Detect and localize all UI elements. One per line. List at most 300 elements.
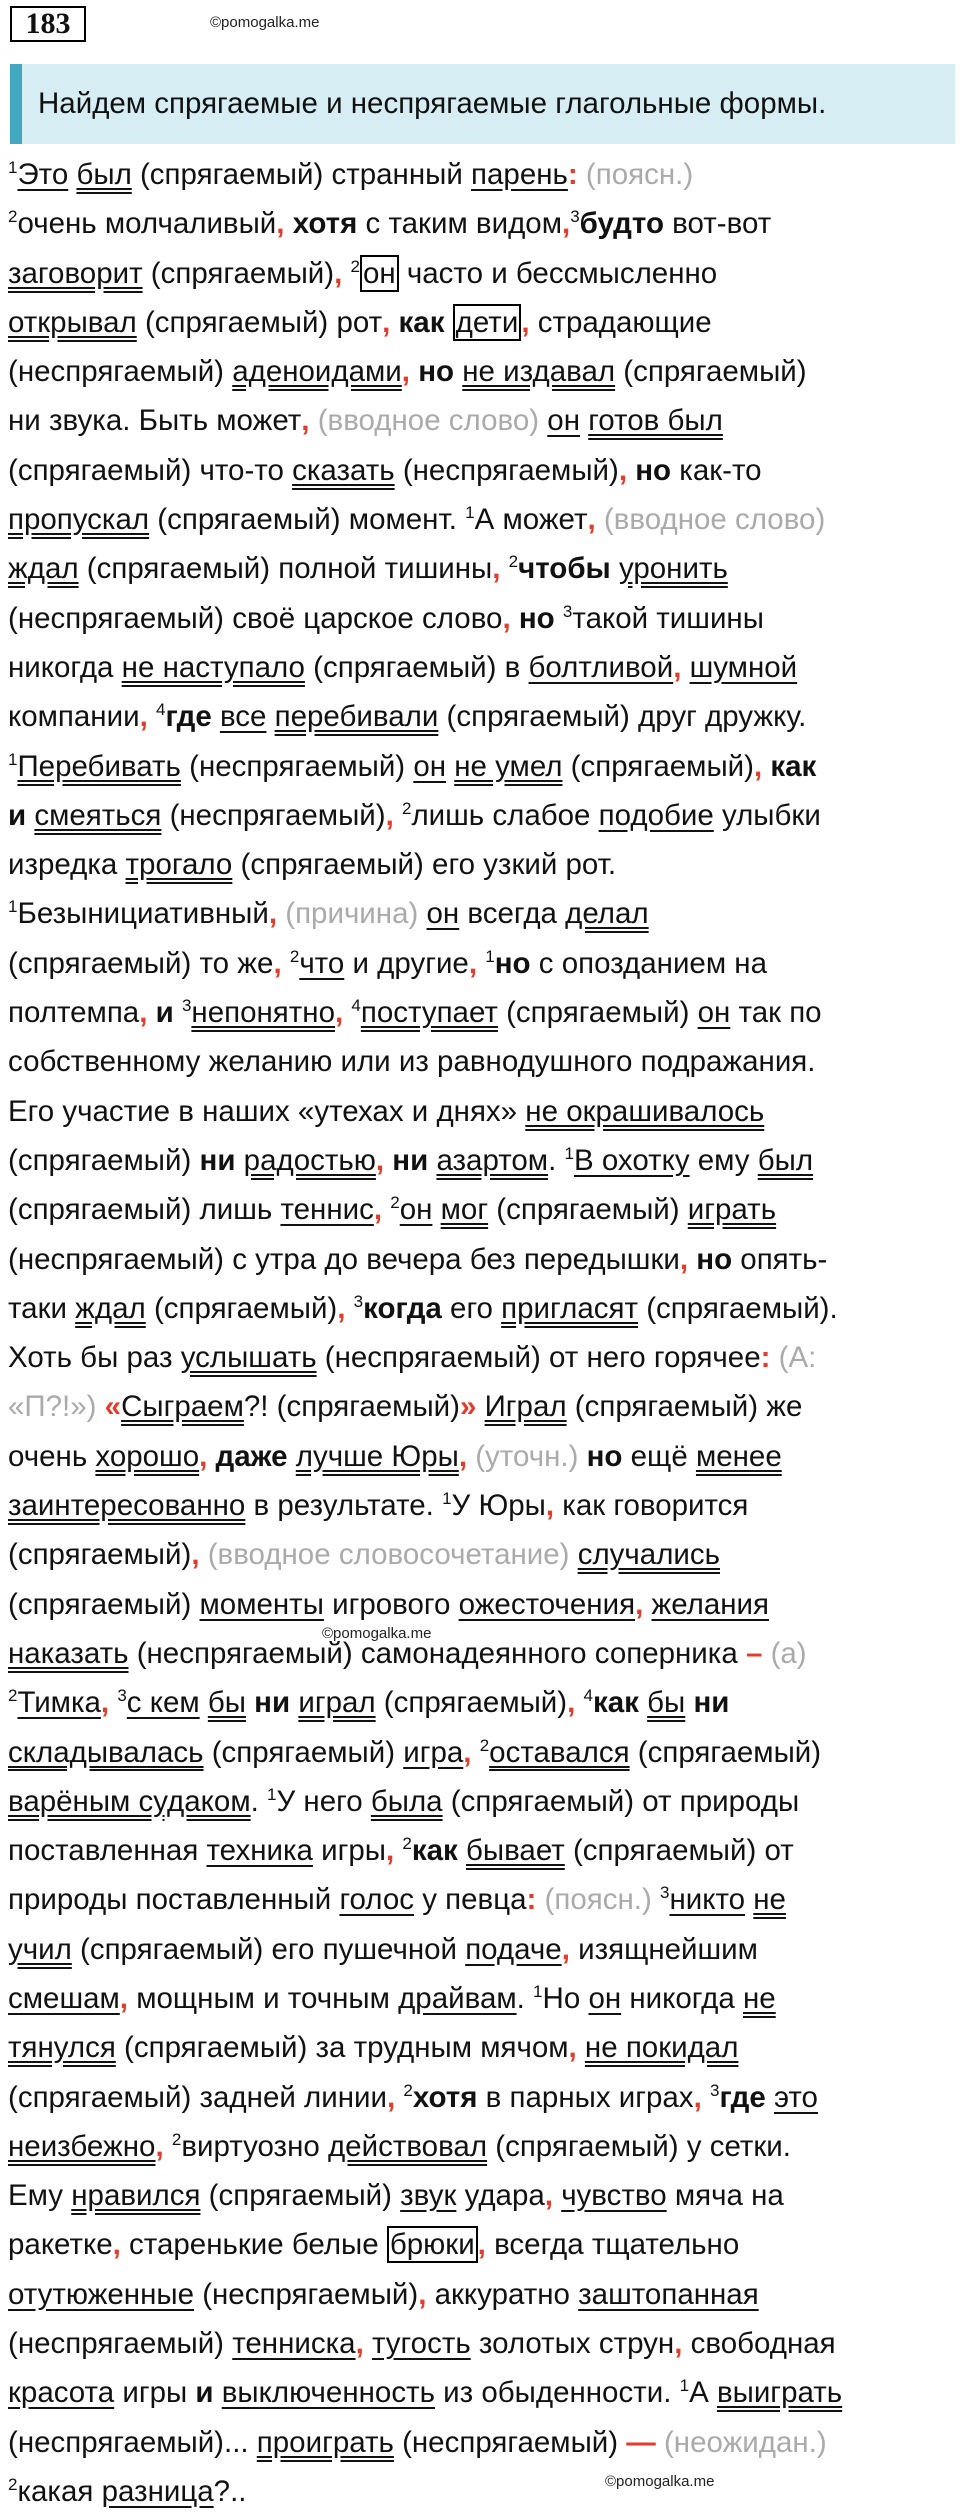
text-segment [471,1736,479,1769]
punctuation-mark: , [139,996,148,1030]
text-segment [525,1982,533,2015]
punctuation-mark: , [119,1981,128,2015]
clause-number: 1 [267,1784,277,1804]
clause-number: 2 [403,2080,413,2100]
text-segment: компании [8,700,140,734]
text-segment: (спрягаемый) у сетки. [487,2129,791,2163]
text-line [8,199,958,248]
note-text: (причина) [277,897,419,931]
punctuation-mark: , [587,503,596,537]
text-segment [418,897,426,930]
double-underlined-word: наказать [8,1636,129,1670]
text-segment: мощным и точным [128,1981,399,2015]
text-segment: (спрягаемый) его пушечной [71,1932,466,1966]
underlined-word: что [299,946,345,980]
punctuation-mark: : [526,1883,537,1917]
text-segment: часто и бессмысленно [398,256,718,290]
double-underlined-word: услышать [180,1341,317,1375]
text-segment: так по [730,996,822,1030]
clause-number: 1 [8,897,18,917]
text-line [8,1333,958,1382]
text-segment: (спрягаемый) же [566,1390,803,1424]
clause-number: 1 [8,749,18,769]
text-segment [681,651,689,684]
text-segment: собственному желанию или из равнодушного подражания. [8,1045,816,1079]
note-text: (уточн.) [467,1439,579,1473]
text-segment: и другие [344,946,469,980]
text-segment: (неспрягаемый) [8,2327,233,2361]
double-underlined-word: трогало [125,848,233,882]
text-segment [766,2081,774,2114]
underlined-word: он [588,1981,622,2015]
text-segment: (неспрягаемый) [161,798,386,832]
text-segment [288,1440,296,1473]
text-segment: (неспрягаемый) от него горячее [316,1341,761,1375]
punctuation-mark: , [355,2327,364,2361]
clause-number: 2 [401,798,412,818]
punctuation-mark: , [386,2080,396,2114]
text-segment [259,1785,267,1818]
clause-number: 3 [659,1883,670,1903]
text-line [8,1432,958,1481]
text-segment: такой тишины [572,601,764,635]
punctuation-mark: , [334,996,344,1030]
note-text: (А: [770,1341,817,1375]
clause-number: 2 [8,1686,18,1706]
text-segment [345,1292,353,1325]
underlined-word: техника [206,1834,313,1868]
punctuation-mark: , [618,453,628,487]
text-segment: (спрягаемый) от природы [442,1784,800,1818]
underlined-word: ожесточения [458,1587,636,1621]
text-segment: с таким видом [357,207,562,241]
text-segment: ?! (спрягаемый) [243,1390,460,1424]
conjunction: где [165,700,212,734]
punctuation-mark: , [191,1538,200,1572]
text-segment: как-то [671,453,762,487]
underlined-word: он [426,897,460,931]
punctuation-mark: , [199,1439,208,1473]
text-segment: (спрягаемый) [375,1686,568,1720]
text-line [8,495,958,544]
double-underlined-word: ждал [75,1291,146,1325]
underlined-word: заштопанная [578,2277,759,2311]
text-segment: полтемпа [8,996,140,1030]
underlined-word: болтливой [528,650,674,684]
punctuation-mark: » [459,1390,477,1424]
double-underlined-word: Перебивать [17,749,181,783]
underlined-word: отутюженные [8,2277,194,2311]
text-segment: (спрягаемый) [8,1587,200,1621]
punctuation-mark: : [760,1341,771,1375]
conjunction: ни [685,1686,730,1720]
text-segment: удара [456,2179,545,2213]
conjunction: даже [207,1439,288,1473]
underlined-word: с кем [126,1686,200,1720]
underlined-word: парень [471,158,568,191]
text-segment: ему [689,1143,758,1177]
text-segment [446,750,454,783]
text-segment: старенькие белые [120,2228,387,2262]
clause-number: 3 [570,207,580,227]
double-underlined-word: заговорит [8,256,143,290]
text-segment: (неспрягаемый) с утра до вечера без передышки [8,1242,680,1276]
punctuation-mark: , [568,2031,577,2065]
clause-number: 3 [562,601,573,621]
text-segment: (спрягаемый) [8,1538,192,1572]
underlined-word: он [547,404,580,438]
text-line [8,1185,958,1234]
text-segment: (спрягаемый) [200,2179,401,2213]
double-underlined-word: не наступало [121,650,305,684]
punctuation-mark: , [567,1686,576,1720]
note-text: (поясн.) [536,1883,652,1917]
double-underlined-word: учил [8,1932,72,1966]
text-segment: (неспрягаемый) [194,2277,419,2311]
clause-number: 2 [350,256,360,276]
text-segment [652,1883,660,1916]
punctuation-mark: , [502,601,511,635]
clause-number: 3 [709,2080,720,2100]
text-line [8,2368,958,2417]
text-line [8,298,958,347]
text-line [8,1037,958,1086]
text-segment: (неспрягаемый) [393,2425,627,2459]
conjunction: как [762,749,817,783]
conjunction: хотя [412,2080,478,2114]
clause-number: 2 [8,2474,18,2494]
clause-number: 3 [181,996,192,1016]
conjunction: ни [384,1143,429,1177]
underlined-word: это [773,2080,818,2114]
text-segment: (спрягаемый) [562,749,754,783]
text-segment: (спрягаемый). [638,1291,838,1325]
punctuation-mark: , [373,1193,383,1227]
text-segment: Его участие в наших «утехах и днях» [8,1094,526,1128]
conjunction: но [494,946,531,980]
text-segment: какая [17,2474,102,2508]
double-underlined-word: Сыграем [121,1390,244,1424]
text-segment [611,552,619,585]
punctuation-mark: , [418,2277,427,2311]
text-segment: из обыденности. [434,2376,680,2410]
text-line [8,1481,958,1530]
watermark-bottom: ©pomogalka.me [605,2473,715,2490]
double-underlined-word: лучше Юры [295,1439,459,1473]
underlined-word: никто [669,1883,746,1917]
note-text: (неожидан.) [655,2425,827,2459]
punctuation-mark: , [545,1489,555,1523]
clause-number: 1 [679,2376,690,2396]
text-segment: игры [114,2376,196,2410]
text-line [8,840,958,889]
double-underlined-word: не покидал [584,2031,739,2065]
underlined-word: подобие [598,798,714,832]
underlined-word: красота [8,2376,115,2410]
double-underlined-word: складывалась [8,1735,204,1769]
text-line [8,544,958,593]
double-underlined-word: играть [687,1193,777,1227]
text-segment: поставленная [8,1834,207,1868]
conjunction: и [147,996,174,1030]
note-text: (вводное слово) [309,404,540,438]
underlined-word: теннис [280,1193,374,1227]
text-segment: у певца [414,1883,527,1917]
double-underlined-word: уронить [618,552,728,586]
text-segment [476,1390,484,1423]
punctuation-mark: , [382,305,391,339]
text-line [8,1875,958,1924]
underlined-word: тенниска [232,2327,356,2361]
double-underlined-word: играл [298,1686,376,1720]
underlined-word: шумной [689,650,798,684]
conjunction: но [578,1439,623,1473]
clause-number: 3 [353,1291,364,1311]
conjunction: ни [199,1143,236,1177]
text-line [8,1087,958,1136]
text-segment [266,700,274,733]
clause-number: 2 [289,946,300,966]
double-underlined-word: хорошо [95,1439,200,1473]
clause-number: 3 [117,1686,127,1706]
text-segment: виртуозно [181,2129,328,2163]
underlined-word: В охотку [573,1143,690,1177]
double-underlined-word: смеяться [34,798,162,832]
double-underlined-word: выиграть [716,2376,843,2410]
double-underlined-word: бы [647,1686,686,1720]
clause-number: 2 [390,1193,400,1213]
text-segment: игрового [323,1587,459,1621]
double-underlined-word: действовал [327,2129,488,2163]
text-line [8,1974,958,2023]
text-segment [702,2081,710,2114]
double-underlined-word: открывал [8,305,137,339]
underlined-word: Тимка [17,1686,101,1720]
punctuation-mark: , [468,946,478,980]
text-segment: (спрягаемый) друг дружку. [438,700,807,734]
text-segment: (неспрягаемый)... [8,2425,257,2459]
punctuation-mark: , [544,2179,553,2213]
punctuation-mark: : [567,158,578,191]
text-segment [96,1390,104,1423]
text-segment: ещё [622,1439,696,1473]
underlined-word: драйвам [398,1981,517,2015]
text-line [8,742,958,791]
text-line [8,2418,958,2467]
text-segment: А может [474,503,588,537]
double-underlined-word: не [753,1883,786,1917]
underlined-word: Это [17,158,69,191]
text-segment [282,947,290,980]
double-underlined-word: менее [695,1439,782,1473]
clause-number: 1 [465,503,475,523]
text-segment [200,1686,208,1719]
text-segment: (спрягаемый) [145,1291,338,1325]
punctuation-mark: , [679,1242,689,1276]
punctuation-mark: , [561,1932,570,1966]
text-line [8,1530,958,1579]
underlined-word: игра [403,1735,464,1769]
text-segment: Но [542,1981,589,2015]
punctuation-mark: , [753,749,763,783]
punctuation-mark: , [635,1587,644,1621]
text-line [8,939,958,988]
text-segment: вот-вот [663,207,772,241]
text-segment [580,404,588,437]
text-segment: (спрягаемый) [629,1735,822,1769]
text-line [8,2467,958,2516]
text-body [8,150,958,2516]
punctuation-mark: , [521,305,530,339]
text-segment: таки [8,1291,76,1325]
note-text: (вводное слово) [595,503,826,537]
text-segment: очень молчаливый [17,207,277,241]
text-line [8,2023,958,2072]
conjunction: хотя [284,207,358,241]
double-underlined-word: варёным судаком [8,1784,251,1818]
underlined-word: разница [101,2474,214,2508]
text-segment: очень [8,1439,96,1473]
text-segment: (спрягаемый) [488,1193,688,1227]
double-underlined-word: неизбежно [8,2129,156,2163]
double-underlined-word: сказать [292,453,395,487]
double-underlined-word: не умел [454,749,563,783]
clause-number: 2 [8,207,18,227]
underlined-word: смешам [8,1981,120,2015]
punctuation-mark: , [385,1834,395,1868]
clause-number: 4 [583,1686,593,1706]
text-segment: ни звука. Быть может [8,404,302,438]
text-segment: золотых струн [470,2327,675,2361]
text-segment: (неспрягаемый) [8,355,233,389]
text-line [8,791,958,840]
text-segment [212,700,220,733]
conjunction: как [411,1834,458,1868]
text-segment [148,700,156,733]
text-segment: мяча на [666,2179,784,2213]
text-segment [555,602,563,635]
text-segment: в результате. [245,1489,443,1523]
text-segment: (спрягаемый) [615,355,807,389]
text-line [8,594,958,643]
text-segment [577,2031,585,2064]
clause-number: 4 [351,996,361,1016]
text-line [8,150,958,199]
text-segment: (спрягаемый) лишь [8,1193,281,1227]
text-segment: . [516,1981,525,2015]
text-line [8,2171,958,2220]
underlined-word: выключенность [221,2376,435,2410]
text-segment [458,1834,466,1867]
text-segment: . [250,1784,259,1818]
text-segment: . [548,1143,557,1177]
punctuation-mark: , [334,256,343,290]
underlined-word: звук [400,2179,457,2213]
underlined-word: подаче [465,1932,562,1966]
text-segment: Хоть бы раз [8,1341,181,1375]
double-underlined-word: случались [577,1538,721,1572]
text-line [8,2319,958,2368]
double-underlined-word: поступает [360,996,498,1030]
double-underlined-word: была [370,1784,443,1818]
text-segment: Ему [8,2179,72,2213]
text-segment: ?.. [213,2474,247,2508]
text-line [8,988,958,1037]
boxed-word: дети [453,304,522,341]
punctuation-mark: – [745,1636,763,1670]
text-segment [432,1193,440,1226]
double-underlined-word: аденоидами [232,355,402,389]
text-segment [164,2130,172,2163]
text-line [8,1629,958,1678]
punctuation-mark: , [492,552,501,586]
text-segment: У Юры [451,1489,546,1523]
text-segment: (неспрягаемый) своё царское слово [8,601,503,635]
punctuation-mark: , [276,207,285,241]
conjunction: как [593,1686,639,1720]
text-segment: изящнейшим [569,1932,758,1966]
double-underlined-word: азартом [436,1143,549,1177]
text-segment: (спрягаемый) странный [131,158,472,191]
underlined-word: чувство [561,2179,667,2213]
punctuation-mark: , [693,2080,702,2114]
double-underlined-word: пропускал [8,503,150,537]
text-segment: аккуратно [426,2277,579,2311]
text-segment: (спрягаемый) полной тишины [78,552,493,586]
clause-number: 2 [508,552,519,572]
text-segment: страдающие [529,305,712,339]
punctuation-mark: , [155,2129,164,2163]
double-underlined-word: пригласят [501,1291,638,1325]
exercise-number: 183 [10,6,86,42]
conjunction: и [8,798,27,832]
boxed-word: брюки [387,2226,478,2263]
text-line [8,692,958,741]
double-underlined-word: бы [207,1686,246,1720]
text-line [8,2122,958,2171]
text-segment: У него [276,1784,371,1818]
double-underlined-word: делал [565,897,649,931]
double-underlined-word: тянулся [8,2031,116,2065]
text-line [8,643,958,692]
text-segment: в парных играх [477,2080,694,2114]
text-segment: (спрягаемый) его узкий рот. [232,848,617,882]
text-segment [214,2376,222,2409]
text-segment: (неспрягаемый) самонадеянного соперника [128,1636,746,1670]
punctuation-mark: , [268,897,278,931]
text-segment: природы поставленный [8,1883,340,1917]
underlined-word: тугость [371,2327,471,2361]
text-segment: Безынициативный [17,897,269,931]
double-underlined-word: бывает [465,1834,565,1868]
punctuation-mark: , [139,700,148,734]
conjunction: но [410,355,455,389]
double-underlined-word: не окрашивалось [525,1094,765,1128]
conjunction: но [510,601,555,635]
text-segment: всегда [459,897,566,931]
text-segment: (спрягаемый) [203,1735,404,1769]
note-text: (а) [762,1636,807,1670]
text-line [8,1580,958,1629]
punctuation-mark: , [301,404,310,438]
conjunction: но [688,1242,733,1276]
text-segment [364,2327,372,2360]
punctuation-mark: , [375,1143,385,1177]
text-segment [575,1686,583,1719]
text-line [8,1826,958,1875]
punctuation-mark: , [401,355,410,389]
text-segment: никогда [621,1981,744,2015]
